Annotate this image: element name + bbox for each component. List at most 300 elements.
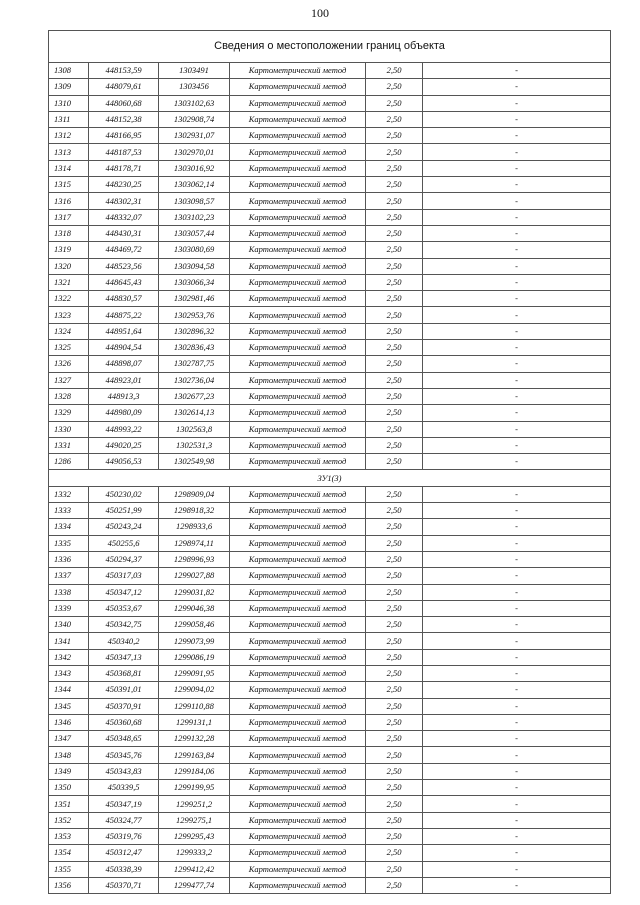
y-coordinate-cell: 1299132,28 (159, 731, 230, 747)
point-number-cell: 1333 (49, 503, 89, 519)
point-number-cell: 1314 (49, 160, 89, 176)
x-coordinate-cell: 448980,09 (89, 405, 159, 421)
description-cell: - (423, 307, 611, 323)
point-number-cell: 1336 (49, 551, 89, 567)
description-cell: - (423, 177, 611, 193)
description-cell: - (423, 340, 611, 356)
y-coordinate-cell: 1303491 (159, 63, 230, 79)
table-row (49, 437, 611, 453)
table-row (49, 225, 611, 241)
x-coordinate-cell: 450319,76 (89, 828, 159, 844)
accuracy-cell: 2,50 (366, 225, 423, 241)
x-coordinate-cell: 450251,99 (89, 503, 159, 519)
accuracy-cell: 2,50 (366, 160, 423, 176)
table-row (49, 193, 611, 209)
y-coordinate-cell: 1303098,57 (159, 193, 230, 209)
table-row (49, 323, 611, 339)
point-number-cell: 1345 (49, 698, 89, 714)
method-cell: Картометрический метод (230, 503, 366, 519)
description-cell: - (423, 209, 611, 225)
table-row (49, 568, 611, 584)
page-number: 100 (311, 6, 329, 20)
method-cell: Картометрический метод (230, 682, 366, 698)
y-coordinate-cell: 1299027,88 (159, 568, 230, 584)
y-coordinate-cell: 1302614,13 (159, 405, 230, 421)
point-number-cell: 1286 (49, 454, 89, 470)
point-number-cell: 1343 (49, 665, 89, 681)
description-cell: - (423, 421, 611, 437)
table-row (49, 796, 611, 812)
method-cell: Картометрический метод (230, 812, 366, 828)
y-coordinate-cell: 1299251,2 (159, 796, 230, 812)
x-coordinate-cell: 450370,71 (89, 877, 159, 893)
y-coordinate-cell: 1298974,11 (159, 535, 230, 551)
table-row (49, 307, 611, 323)
accuracy-cell: 2,50 (366, 649, 423, 665)
x-coordinate-cell: 450338,39 (89, 861, 159, 877)
description-cell: - (423, 372, 611, 388)
table-title: Сведения о местоположении границ объекта (49, 31, 611, 63)
accuracy-cell: 2,50 (366, 600, 423, 616)
accuracy-cell: 2,50 (366, 79, 423, 95)
description-cell: - (423, 633, 611, 649)
x-coordinate-cell: 448302,31 (89, 193, 159, 209)
table-row (49, 682, 611, 698)
y-coordinate-cell: 1299131,1 (159, 714, 230, 730)
table-row (49, 780, 611, 796)
point-number-cell: 1319 (49, 242, 89, 258)
description-cell: - (423, 796, 611, 812)
accuracy-cell: 2,50 (366, 372, 423, 388)
section-row (49, 470, 611, 486)
point-number-cell: 1320 (49, 258, 89, 274)
point-number-cell: 1353 (49, 828, 89, 844)
x-coordinate-cell: 450340,2 (89, 633, 159, 649)
accuracy-cell: 2,50 (366, 845, 423, 861)
table-row (49, 633, 611, 649)
description-cell: - (423, 747, 611, 763)
table-row (49, 551, 611, 567)
accuracy-cell: 2,50 (366, 388, 423, 404)
y-coordinate-cell: 1299275,1 (159, 812, 230, 828)
description-cell: - (423, 79, 611, 95)
table-row (49, 177, 611, 193)
point-number-cell: 1339 (49, 600, 89, 616)
y-coordinate-cell: 1303102,23 (159, 209, 230, 225)
accuracy-cell: 2,50 (366, 242, 423, 258)
x-coordinate-cell: 448079,61 (89, 79, 159, 95)
accuracy-cell: 2,50 (366, 356, 423, 372)
x-coordinate-cell: 450312,47 (89, 845, 159, 861)
y-coordinate-cell: 1303057,44 (159, 225, 230, 241)
point-number-cell: 1316 (49, 193, 89, 209)
method-cell: Картометрический метод (230, 617, 366, 633)
point-number-cell: 1341 (49, 633, 89, 649)
x-coordinate-cell: 450368,81 (89, 665, 159, 681)
method-cell: Картометрический метод (230, 258, 366, 274)
method-cell: Картометрический метод (230, 714, 366, 730)
accuracy-cell: 2,50 (366, 177, 423, 193)
point-number-cell: 1347 (49, 731, 89, 747)
table-row (49, 763, 611, 779)
table-title-row (49, 31, 611, 63)
description-cell: - (423, 225, 611, 241)
description-cell: - (423, 877, 611, 893)
accuracy-cell: 2,50 (366, 568, 423, 584)
accuracy-cell: 2,50 (366, 731, 423, 747)
method-cell: Картометрический метод (230, 747, 366, 763)
x-coordinate-cell: 450347,12 (89, 584, 159, 600)
accuracy-cell: 2,50 (366, 665, 423, 681)
y-coordinate-cell: 1303102,63 (159, 95, 230, 111)
y-coordinate-cell: 1299094,02 (159, 682, 230, 698)
description-cell: - (423, 845, 611, 861)
description-cell: - (423, 454, 611, 470)
accuracy-cell: 2,50 (366, 698, 423, 714)
table-row (49, 111, 611, 127)
method-cell: Картометрический метод (230, 600, 366, 616)
method-cell: Картометрический метод (230, 763, 366, 779)
method-cell: Картометрический метод (230, 535, 366, 551)
accuracy-cell: 2,50 (366, 861, 423, 877)
y-coordinate-cell: 1299086,19 (159, 649, 230, 665)
x-coordinate-cell: 450360,68 (89, 714, 159, 730)
point-number-cell: 1328 (49, 388, 89, 404)
method-cell: Картометрический метод (230, 160, 366, 176)
description-cell: - (423, 486, 611, 502)
accuracy-cell: 2,50 (366, 323, 423, 339)
table-row (49, 486, 611, 502)
x-coordinate-cell: 450353,67 (89, 600, 159, 616)
point-number-cell: 1321 (49, 274, 89, 290)
y-coordinate-cell: 1302953,76 (159, 307, 230, 323)
method-cell: Картометрический метод (230, 584, 366, 600)
method-cell: Картометрический метод (230, 291, 366, 307)
x-coordinate-cell: 449020,25 (89, 437, 159, 453)
x-coordinate-cell: 450345,76 (89, 747, 159, 763)
method-cell: Картометрический метод (230, 877, 366, 893)
method-cell: Картометрический метод (230, 437, 366, 453)
table-row (49, 747, 611, 763)
method-cell: Картометрический метод (230, 225, 366, 241)
accuracy-cell: 2,50 (366, 763, 423, 779)
point-number-cell: 1324 (49, 323, 89, 339)
point-number-cell: 1355 (49, 861, 89, 877)
description-cell: - (423, 568, 611, 584)
accuracy-cell: 2,50 (366, 421, 423, 437)
description-cell: - (423, 274, 611, 290)
method-cell: Картометрический метод (230, 340, 366, 356)
description-cell: - (423, 617, 611, 633)
accuracy-cell: 2,50 (366, 340, 423, 356)
y-coordinate-cell: 1303080,69 (159, 242, 230, 258)
method-cell: Картометрический метод (230, 323, 366, 339)
accuracy-cell: 2,50 (366, 454, 423, 470)
x-coordinate-cell: 448153,59 (89, 63, 159, 79)
method-cell: Картометрический метод (230, 63, 366, 79)
x-coordinate-cell: 448898,07 (89, 356, 159, 372)
table-row (49, 405, 611, 421)
point-number-cell: 1315 (49, 177, 89, 193)
description-cell: - (423, 356, 611, 372)
y-coordinate-cell: 1303456 (159, 79, 230, 95)
y-coordinate-cell: 1302836,43 (159, 340, 230, 356)
accuracy-cell: 2,50 (366, 519, 423, 535)
y-coordinate-cell: 1302981,46 (159, 291, 230, 307)
description-cell: - (423, 291, 611, 307)
point-number-cell: 1354 (49, 845, 89, 861)
x-coordinate-cell: 448523,56 (89, 258, 159, 274)
table-row (49, 877, 611, 893)
y-coordinate-cell: 1303066,34 (159, 274, 230, 290)
point-number-cell: 1346 (49, 714, 89, 730)
x-coordinate-cell: 450347,13 (89, 649, 159, 665)
y-coordinate-cell: 1302531,3 (159, 437, 230, 453)
x-coordinate-cell: 448875,22 (89, 307, 159, 323)
method-cell: Картометрический метод (230, 519, 366, 535)
description-cell: - (423, 193, 611, 209)
y-coordinate-cell: 1299163,84 (159, 747, 230, 763)
table-row (49, 665, 611, 681)
description-cell: - (423, 405, 611, 421)
description-cell: - (423, 698, 611, 714)
description-cell: - (423, 160, 611, 176)
method-cell: Картометрический метод (230, 568, 366, 584)
table-row (49, 731, 611, 747)
description-cell: - (423, 861, 611, 877)
description-cell: - (423, 503, 611, 519)
y-coordinate-cell: 1299073,99 (159, 633, 230, 649)
method-cell: Картометрический метод (230, 665, 366, 681)
method-cell: Картометрический метод (230, 698, 366, 714)
y-coordinate-cell: 1302736,04 (159, 372, 230, 388)
method-cell: Картометрический метод (230, 356, 366, 372)
table-row (49, 144, 611, 160)
x-coordinate-cell: 450324,77 (89, 812, 159, 828)
point-number-cell: 1325 (49, 340, 89, 356)
boundary-table-container (48, 30, 610, 894)
table-row (49, 388, 611, 404)
point-number-cell: 1331 (49, 437, 89, 453)
method-cell: Картометрический метод (230, 828, 366, 844)
method-cell: Картометрический метод (230, 209, 366, 225)
y-coordinate-cell: 1302563,8 (159, 421, 230, 437)
x-coordinate-cell: 448904,54 (89, 340, 159, 356)
x-coordinate-cell: 450391,01 (89, 682, 159, 698)
y-coordinate-cell: 1299184,06 (159, 763, 230, 779)
description-cell: - (423, 437, 611, 453)
description-cell: - (423, 144, 611, 160)
y-coordinate-cell: 1302908,74 (159, 111, 230, 127)
point-number-cell: 1327 (49, 372, 89, 388)
accuracy-cell: 2,50 (366, 682, 423, 698)
y-coordinate-cell: 1302787,75 (159, 356, 230, 372)
point-number-cell: 1342 (49, 649, 89, 665)
y-coordinate-cell: 1298996,93 (159, 551, 230, 567)
description-cell: - (423, 812, 611, 828)
table-row (49, 242, 611, 258)
y-coordinate-cell: 1299412,42 (159, 861, 230, 877)
method-cell: Картометрический метод (230, 79, 366, 95)
point-number-cell: 1348 (49, 747, 89, 763)
point-number-cell: 1335 (49, 535, 89, 551)
y-coordinate-cell: 1302549,98 (159, 454, 230, 470)
point-number-cell: 1350 (49, 780, 89, 796)
point-number-cell: 1310 (49, 95, 89, 111)
method-cell: Картометрический метод (230, 454, 366, 470)
x-coordinate-cell: 448469,72 (89, 242, 159, 258)
accuracy-cell: 2,50 (366, 828, 423, 844)
table-row (49, 519, 611, 535)
table-row (49, 600, 611, 616)
accuracy-cell: 2,50 (366, 633, 423, 649)
x-coordinate-cell: 448645,43 (89, 274, 159, 290)
section-label: ЗУ1(3) (49, 470, 611, 486)
description-cell: - (423, 551, 611, 567)
y-coordinate-cell: 1299091,95 (159, 665, 230, 681)
accuracy-cell: 2,50 (366, 144, 423, 160)
x-coordinate-cell: 450343,83 (89, 763, 159, 779)
method-cell: Картометрический метод (230, 421, 366, 437)
point-number-cell: 1338 (49, 584, 89, 600)
method-cell: Картометрический метод (230, 845, 366, 861)
point-number-cell: 1330 (49, 421, 89, 437)
point-number-cell: 1326 (49, 356, 89, 372)
x-coordinate-cell: 450255,6 (89, 535, 159, 551)
description-cell: - (423, 584, 611, 600)
table-row (49, 649, 611, 665)
point-number-cell: 1318 (49, 225, 89, 241)
accuracy-cell: 2,50 (366, 437, 423, 453)
method-cell: Картометрический метод (230, 551, 366, 567)
y-coordinate-cell: 1299477,74 (159, 877, 230, 893)
point-number-cell: 1340 (49, 617, 89, 633)
point-number-cell: 1311 (49, 111, 89, 127)
point-number-cell: 1356 (49, 877, 89, 893)
accuracy-cell: 2,50 (366, 111, 423, 127)
y-coordinate-cell: 1299046,38 (159, 600, 230, 616)
table-row (49, 503, 611, 519)
table-row (49, 209, 611, 225)
x-coordinate-cell: 448923,01 (89, 372, 159, 388)
table-row (49, 421, 611, 437)
x-coordinate-cell: 448166,95 (89, 128, 159, 144)
description-cell: - (423, 682, 611, 698)
description-cell: - (423, 714, 611, 730)
x-coordinate-cell: 448913,3 (89, 388, 159, 404)
description-cell: - (423, 780, 611, 796)
accuracy-cell: 2,50 (366, 274, 423, 290)
point-number-cell: 1344 (49, 682, 89, 698)
x-coordinate-cell: 448830,57 (89, 291, 159, 307)
x-coordinate-cell: 450294,37 (89, 551, 159, 567)
description-cell: - (423, 649, 611, 665)
y-coordinate-cell: 1302931,07 (159, 128, 230, 144)
x-coordinate-cell: 450347,19 (89, 796, 159, 812)
y-coordinate-cell: 1299199,95 (159, 780, 230, 796)
x-coordinate-cell: 448332,07 (89, 209, 159, 225)
method-cell: Картометрический метод (230, 649, 366, 665)
point-number-cell: 1313 (49, 144, 89, 160)
table-row (49, 95, 611, 111)
method-cell: Картометрический метод (230, 274, 366, 290)
x-coordinate-cell: 450317,03 (89, 568, 159, 584)
accuracy-cell: 2,50 (366, 584, 423, 600)
y-coordinate-cell: 1303094,58 (159, 258, 230, 274)
x-coordinate-cell: 450348,65 (89, 731, 159, 747)
method-cell: Картометрический метод (230, 796, 366, 812)
description-cell: - (423, 731, 611, 747)
x-coordinate-cell: 448951,64 (89, 323, 159, 339)
method-cell: Картометрический метод (230, 144, 366, 160)
x-coordinate-cell: 448060,68 (89, 95, 159, 111)
table-row (49, 79, 611, 95)
x-coordinate-cell: 448230,25 (89, 177, 159, 193)
x-coordinate-cell: 450243,24 (89, 519, 159, 535)
point-number-cell: 1317 (49, 209, 89, 225)
accuracy-cell: 2,50 (366, 128, 423, 144)
method-cell: Картометрический метод (230, 780, 366, 796)
method-cell: Картометрический метод (230, 861, 366, 877)
table-row (49, 861, 611, 877)
accuracy-cell: 2,50 (366, 796, 423, 812)
method-cell: Картометрический метод (230, 405, 366, 421)
table-row (49, 160, 611, 176)
table-row (49, 274, 611, 290)
boundary-table (48, 30, 611, 894)
description-cell: - (423, 95, 611, 111)
accuracy-cell: 2,50 (366, 747, 423, 763)
point-number-cell: 1337 (49, 568, 89, 584)
y-coordinate-cell: 1302896,32 (159, 323, 230, 339)
x-coordinate-cell: 450370,91 (89, 698, 159, 714)
accuracy-cell: 2,50 (366, 307, 423, 323)
point-number-cell: 1352 (49, 812, 89, 828)
description-cell: - (423, 600, 611, 616)
accuracy-cell: 2,50 (366, 551, 423, 567)
point-number-cell: 1323 (49, 307, 89, 323)
x-coordinate-cell: 448430,31 (89, 225, 159, 241)
accuracy-cell: 2,50 (366, 503, 423, 519)
description-cell: - (423, 388, 611, 404)
table-row (49, 372, 611, 388)
point-number-cell: 1312 (49, 128, 89, 144)
method-cell: Картометрический метод (230, 388, 366, 404)
accuracy-cell: 2,50 (366, 209, 423, 225)
method-cell: Картометрический метод (230, 111, 366, 127)
y-coordinate-cell: 1298918,32 (159, 503, 230, 519)
x-coordinate-cell: 450230,02 (89, 486, 159, 502)
accuracy-cell: 2,50 (366, 812, 423, 828)
description-cell: - (423, 535, 611, 551)
x-coordinate-cell: 448152,38 (89, 111, 159, 127)
description-cell: - (423, 323, 611, 339)
description-cell: - (423, 828, 611, 844)
point-number-cell: 1308 (49, 63, 89, 79)
accuracy-cell: 2,50 (366, 535, 423, 551)
method-cell: Картометрический метод (230, 242, 366, 258)
accuracy-cell: 2,50 (366, 291, 423, 307)
method-cell: Картометрический метод (230, 95, 366, 111)
description-cell: - (423, 242, 611, 258)
method-cell: Картометрический метод (230, 633, 366, 649)
table-row (49, 812, 611, 828)
accuracy-cell: 2,50 (366, 780, 423, 796)
accuracy-cell: 2,50 (366, 405, 423, 421)
method-cell: Картометрический метод (230, 372, 366, 388)
description-cell: - (423, 111, 611, 127)
table-row (49, 845, 611, 861)
